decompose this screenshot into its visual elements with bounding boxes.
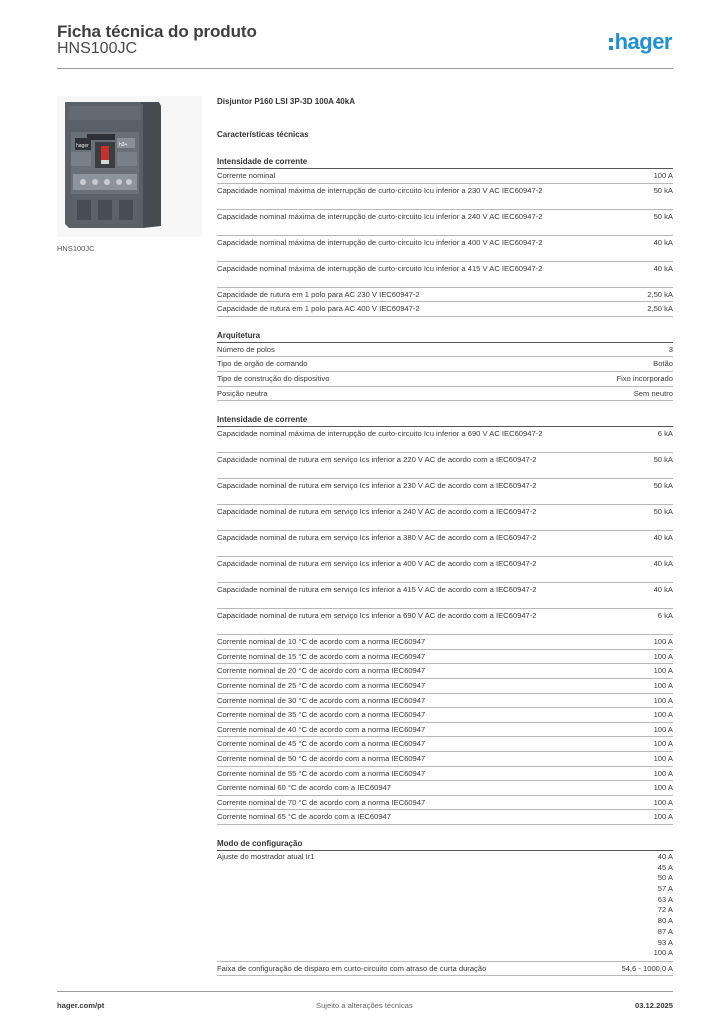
spec-row: Capacidade nominal de rutura em serviço Ics inferior a 690 V AC de acordo com a IEC60947-2 6 kA [217,609,673,635]
spec-row: Tipo de orgão de comando Botão [217,357,673,372]
spec-row: Corrente nominal de 50 °C de acordo com a norma IEC60947 100 A [217,752,673,767]
spec-row: Capacidade nominal de rutura em serviço Ics inferior a 230 V AC de acordo com a IEC60947-2 50 kA [217,479,673,505]
spec-row: Capacidade nominal de rutura em serviço Ics inferior a 240 V AC de acordo com a IEC60947-2 50 kA [217,505,673,531]
spec-row: Corrente nominal de 20 °C de acordo com a norma IEC60947 100 A [217,664,673,679]
spec-row-ir1: Ajuste do mostrador atual Ir1 40 A 45 A 50 A 57 A 63 A 72 A 80 A 87 A 93 A 100 A [217,851,673,962]
section-architecture [217,329,673,401]
spec-row: Corrente nominal de 45 °C de acordo com a norma IEC60947 100 A [217,737,673,752]
spec-row: Corrente nominal de 15 °C de acordo com a norma IEC60947 100 A [217,650,673,665]
section-current-intensity-2 [217,413,673,825]
page-header [57,21,673,69]
section-title: Intensidade de corrente [217,413,673,427]
image-brand-label: hager [76,143,89,149]
spec-row: Capacidade nominal de rutura em serviço Ics inferior a 415 V AC de acordo com a IEC60947-2 40 kA [217,583,673,609]
spec-row: Capacidade nominal de rutura em serviço Ics inferior a 380 V AC de acordo com a IEC60947-2 40 kA [217,531,673,557]
footer-date: 03.12.2025 [634,1001,673,1010]
spec-row: Faixa de configuração de disparo em curto-circuito com atraso de curta duração 54,6 - 1000,0 A [217,962,673,977]
spec-row: Posição neutra Sem neutro [217,387,673,402]
spec-row: Corrente nominal 65 °C de acordo com a IEC60947 100 A [217,810,673,825]
ir1-values: 40 A 45 A 50 A 57 A 63 A 72 A 80 A 87 A 93 A 100 A [653,851,673,958]
spec-row: Corrente nominal de 25 °C de acordo com a norma IEC60947 100 A [217,679,673,694]
spec-row: Tipo de construção do dispositivo Fixo incorporado [217,372,673,387]
logo-colon-icon [609,34,613,50]
product-image [57,96,202,237]
image-model-label: h3+ [119,142,128,148]
spec-row: Capacidade nominal máxima de interrupção de curto-circuito Icu inferior a 240 V AC IEC60947-2 50 kA [217,210,673,236]
spec-row: Número de polos 3 [217,343,673,358]
spec-row: Capacidade nominal máxima de interrupção de curto-circuito Icu inferior a 230 V AC IEC60947-2 50 kA [217,184,673,210]
spec-row: Capacidade de rutura em 1 polo para AC 230 V IEC60947-2 2,50 kA [217,288,673,303]
section-title: Arquitetura [217,329,673,343]
section-configuration-mode [217,837,673,976]
footer-website-link[interactable]: hager.com/pt [57,1001,105,1010]
image-caption: HNS100JC [57,244,95,253]
spec-row: Corrente nominal 60 °C de acordo com a IEC60947 100 A [217,781,673,796]
spec-row: Capacidade nominal máxima de interrupção de curto-circuito Icu inferior a 400 V AC IEC60947-2 40 kA [217,236,673,262]
section-current-intensity [217,155,673,317]
spec-row: Capacidade nominal máxima de interrupção de curto-circuito Icu inferior a 415 V AC IEC60947-2 40 kA [217,262,673,288]
product-name: Disjuntor P160 LSI 3P-3D 100A 40kA [217,97,355,106]
spec-row: Corrente nominal de 40 °C de acordo com a norma IEC60947 100 A [217,723,673,738]
spec-row: Capacidade nominal máxima de interrupção de curto-circuito Icu inferior a 690 V AC IEC60947-2 6 kA [217,427,673,453]
spec-row: Capacidade nominal de rutura em serviço Ics inferior a 220 V AC de acordo com a IEC60947-2 50 kA [217,453,673,479]
hager-logo[interactable] [609,29,672,55]
page-footer [57,991,673,1010]
footer-disclaimer: Sujeito a alterações técnicas [316,1001,413,1010]
tech-characteristics-title: Características técnicas [217,130,309,139]
section-title: Intensidade de corrente [217,155,673,169]
spec-row: Capacidade nominal de rutura em serviço Ics inferior a 400 V AC de acordo com a IEC60947-2 40 kA [217,557,673,583]
spec-row: Corrente nominal de 10 °C de acordo com a norma IEC60947 100 A [217,635,673,650]
spec-row: Corrente nominal 100 A [217,169,673,184]
spec-row: Corrente nominal de 35 °C de acordo com a norma IEC60947 100 A [217,708,673,723]
spec-row: Corrente nominal de 70 °C de acordo com a norma IEC60947 100 A [217,796,673,811]
spec-content [217,96,673,976]
spec-row: Corrente nominal de 55 °C de acordo com a norma IEC60947 100 A [217,767,673,782]
product-code: HNS100JC [57,40,138,57]
logo-text: hager [614,29,672,54]
spec-row: Corrente nominal de 30 °C de acordo com a norma IEC60947 100 A [217,694,673,709]
spec-row: Capacidade de rutura em 1 polo para AC 400 V IEC60947-2 2,50 kA [217,302,673,317]
page-title: Ficha técnica do produto [57,22,257,41]
circuit-breaker-image [57,96,202,237]
section-title: Modo de configuração [217,837,673,851]
